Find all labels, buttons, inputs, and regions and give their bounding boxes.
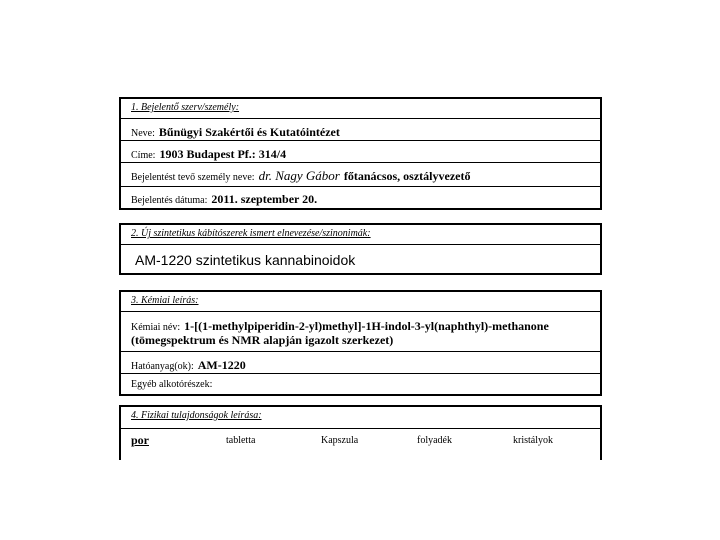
- names-value: AM-1220 szintetikus kannabinoidok: [135, 252, 356, 268]
- chem-value-line2: (tömegspektrum és NMR alapján igazolt szerkezet): [131, 333, 394, 347]
- address-label: Címe:: [131, 150, 156, 161]
- active-label: Hatóanyag(ok):: [131, 361, 194, 372]
- section-1-header: 1. Bejelentő szerv/személy:: [131, 102, 240, 113]
- form-tablet: tabletta: [226, 435, 256, 446]
- reporter-title: főtanácsos, osztályvezető: [343, 169, 471, 183]
- section-1-header-row: [121, 99, 600, 119]
- form-powder: por: [131, 433, 149, 447]
- name-row: [121, 119, 600, 141]
- reporter-row: [121, 163, 600, 187]
- section-3-header: 3. Kémiai leírás:: [131, 295, 199, 306]
- other-label: Egyéb alkotórészek:: [131, 379, 213, 390]
- reporter-name: dr. Nagy Gábor: [258, 168, 340, 183]
- active-value: AM-1220: [197, 358, 246, 372]
- address-value: 1903 Budapest Pf.: 314/4: [159, 147, 287, 161]
- section-4-header: 4. Fizikai tulajdonságok leírása:: [131, 410, 262, 421]
- reporter-label: Bejelentést tevő személy neve:: [131, 172, 255, 183]
- address-row: [121, 141, 600, 163]
- form-liquid: folyadék: [417, 435, 452, 446]
- section-2-header: 2. Új szintetikus kábítószerek ismert elnevezése/szinonimák:: [131, 228, 371, 239]
- date-row: [121, 187, 600, 208]
- section-4: [119, 405, 602, 460]
- section-1: [119, 97, 602, 210]
- section-3-header-row: [121, 292, 600, 312]
- form-capsule: Kapszula: [321, 435, 359, 446]
- section-2-header-row: [121, 225, 600, 245]
- section-4-header-row: [121, 407, 600, 429]
- name-label: Neve:: [131, 128, 155, 139]
- section-2: [119, 223, 602, 275]
- active-row: [121, 352, 600, 374]
- other-row: [121, 374, 600, 394]
- section-3: [119, 290, 602, 396]
- date-label: Bejelentés dátuma:: [131, 195, 208, 206]
- names-row: [121, 245, 600, 273]
- chem-label: Kémiai név:: [131, 322, 181, 333]
- form-crystals: kristályok: [513, 435, 553, 446]
- name-value: Bűnügyi Szakértői és Kutatóintézet: [158, 125, 340, 139]
- date-value: 2011. szeptember 20.: [211, 192, 318, 206]
- chem-row: [121, 312, 600, 352]
- chem-value-line1: 1-[(1-methylpiperidin-2-yl)methyl]-1H-indol-3-yl(naphthyl)-methanone: [184, 319, 549, 333]
